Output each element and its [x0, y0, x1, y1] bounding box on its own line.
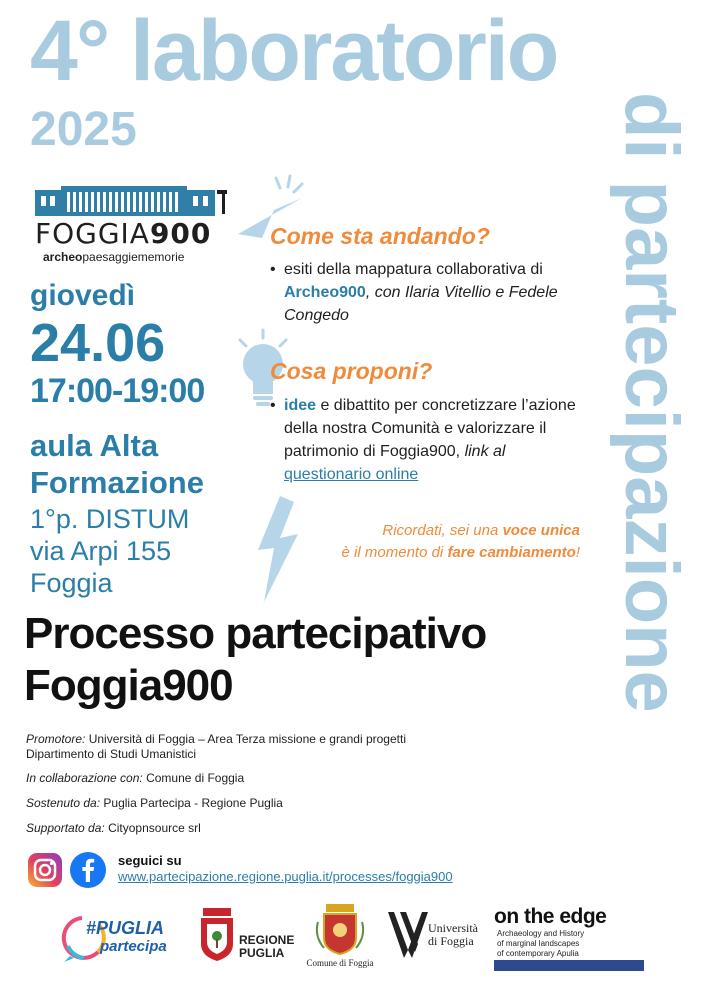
funding-logos-strip	[494, 960, 644, 971]
foggia900-logo	[35, 184, 230, 264]
participation-url-link[interactable]: www.partecipazione.regione.puglia.it/processes/foggia900	[118, 869, 453, 884]
address-line3: Foggia	[30, 568, 113, 598]
universita-di-foggia-logo	[386, 910, 478, 962]
credit-promoter: Promotore: Università di Foggia – Area Terza missione e grandi progetti Dipartimento di Studi Umanistici	[26, 732, 406, 761]
instagram-icon[interactable]	[28, 853, 62, 887]
address-line1: 1°p. DISTUM	[30, 504, 190, 534]
main-title-line1: 4° laboratorio	[30, 3, 558, 99]
event-date: 24.06	[30, 313, 166, 373]
svg-text:di partecipazione: di partecipazione	[609, 92, 694, 713]
process-title-line2: Foggia900	[24, 661, 233, 710]
logo-wordmark: FOGGIA900	[35, 217, 212, 250]
crest-icon	[300, 902, 380, 956]
regione-puglia-logo	[199, 906, 301, 964]
venue-line2: Formazione	[30, 465, 204, 500]
comune-name: Comune di Foggia	[306, 958, 374, 968]
comune-di-foggia-logo	[300, 902, 380, 972]
questionnaire-link[interactable]: questionario online	[284, 466, 419, 483]
venue-line1: aula Alta	[30, 428, 159, 463]
university-mark-icon	[386, 910, 430, 960]
section-bullet-proposals: • idee e dibattito per concretizzare l’azione della nostra Comunità e valorizzare il patrimonio di Foggia900, link al questionario online	[284, 394, 594, 486]
vertical-title	[598, 92, 707, 852]
address-line2: via Arpi 155	[30, 536, 172, 566]
edge-title: on the edge	[494, 905, 607, 928]
facebook-icon[interactable]	[70, 852, 106, 888]
puglia-partecipa-logo	[60, 912, 182, 964]
process-title-line1: Processo partecipativo	[24, 609, 487, 658]
section-heading-progress: Come sta andando?	[270, 223, 490, 249]
regione-wordmark: REGIONE PUGLIA	[239, 933, 295, 960]
credit-backed-by: Supportato da: Cityopnsource srl	[26, 821, 201, 835]
edge-subtitle: Archaeology and History of marginal landscapes of contemporary Apulia	[497, 929, 585, 958]
section-bullet-progress: • esiti della mappatura collaborativa di Archeo900, con Ilaria Vitellio e Fedele Congedo	[284, 258, 594, 327]
credit-supported-by: Sostenuto da: Puglia Partecipa - Regione Puglia	[26, 796, 283, 810]
building-icon	[35, 184, 230, 218]
puglia-sub: partecipa	[100, 938, 167, 955]
logo-tagline: archeopaesaggiememorie	[43, 250, 185, 264]
section-heading-proposals: Cosa proponi?	[270, 358, 433, 384]
follow-us-label: seguici su	[118, 853, 182, 868]
reminder-text: Ricordati, sei una voce unica è il momento di fare cambiamento!	[341, 522, 580, 561]
event-day: giovedì	[30, 279, 136, 312]
main-title-year: 2025	[30, 103, 137, 156]
unifg-wordmark: Università di Foggia	[428, 921, 478, 948]
event-time: 17:00-19:00	[30, 372, 205, 410]
credit-collaboration: In collaborazione con: Comune di Foggia	[26, 771, 245, 785]
puglia-hashtag: #PUGLIA	[86, 918, 165, 938]
on-the-edge-logo	[494, 906, 646, 972]
coat-of-arms-icon	[199, 906, 235, 962]
